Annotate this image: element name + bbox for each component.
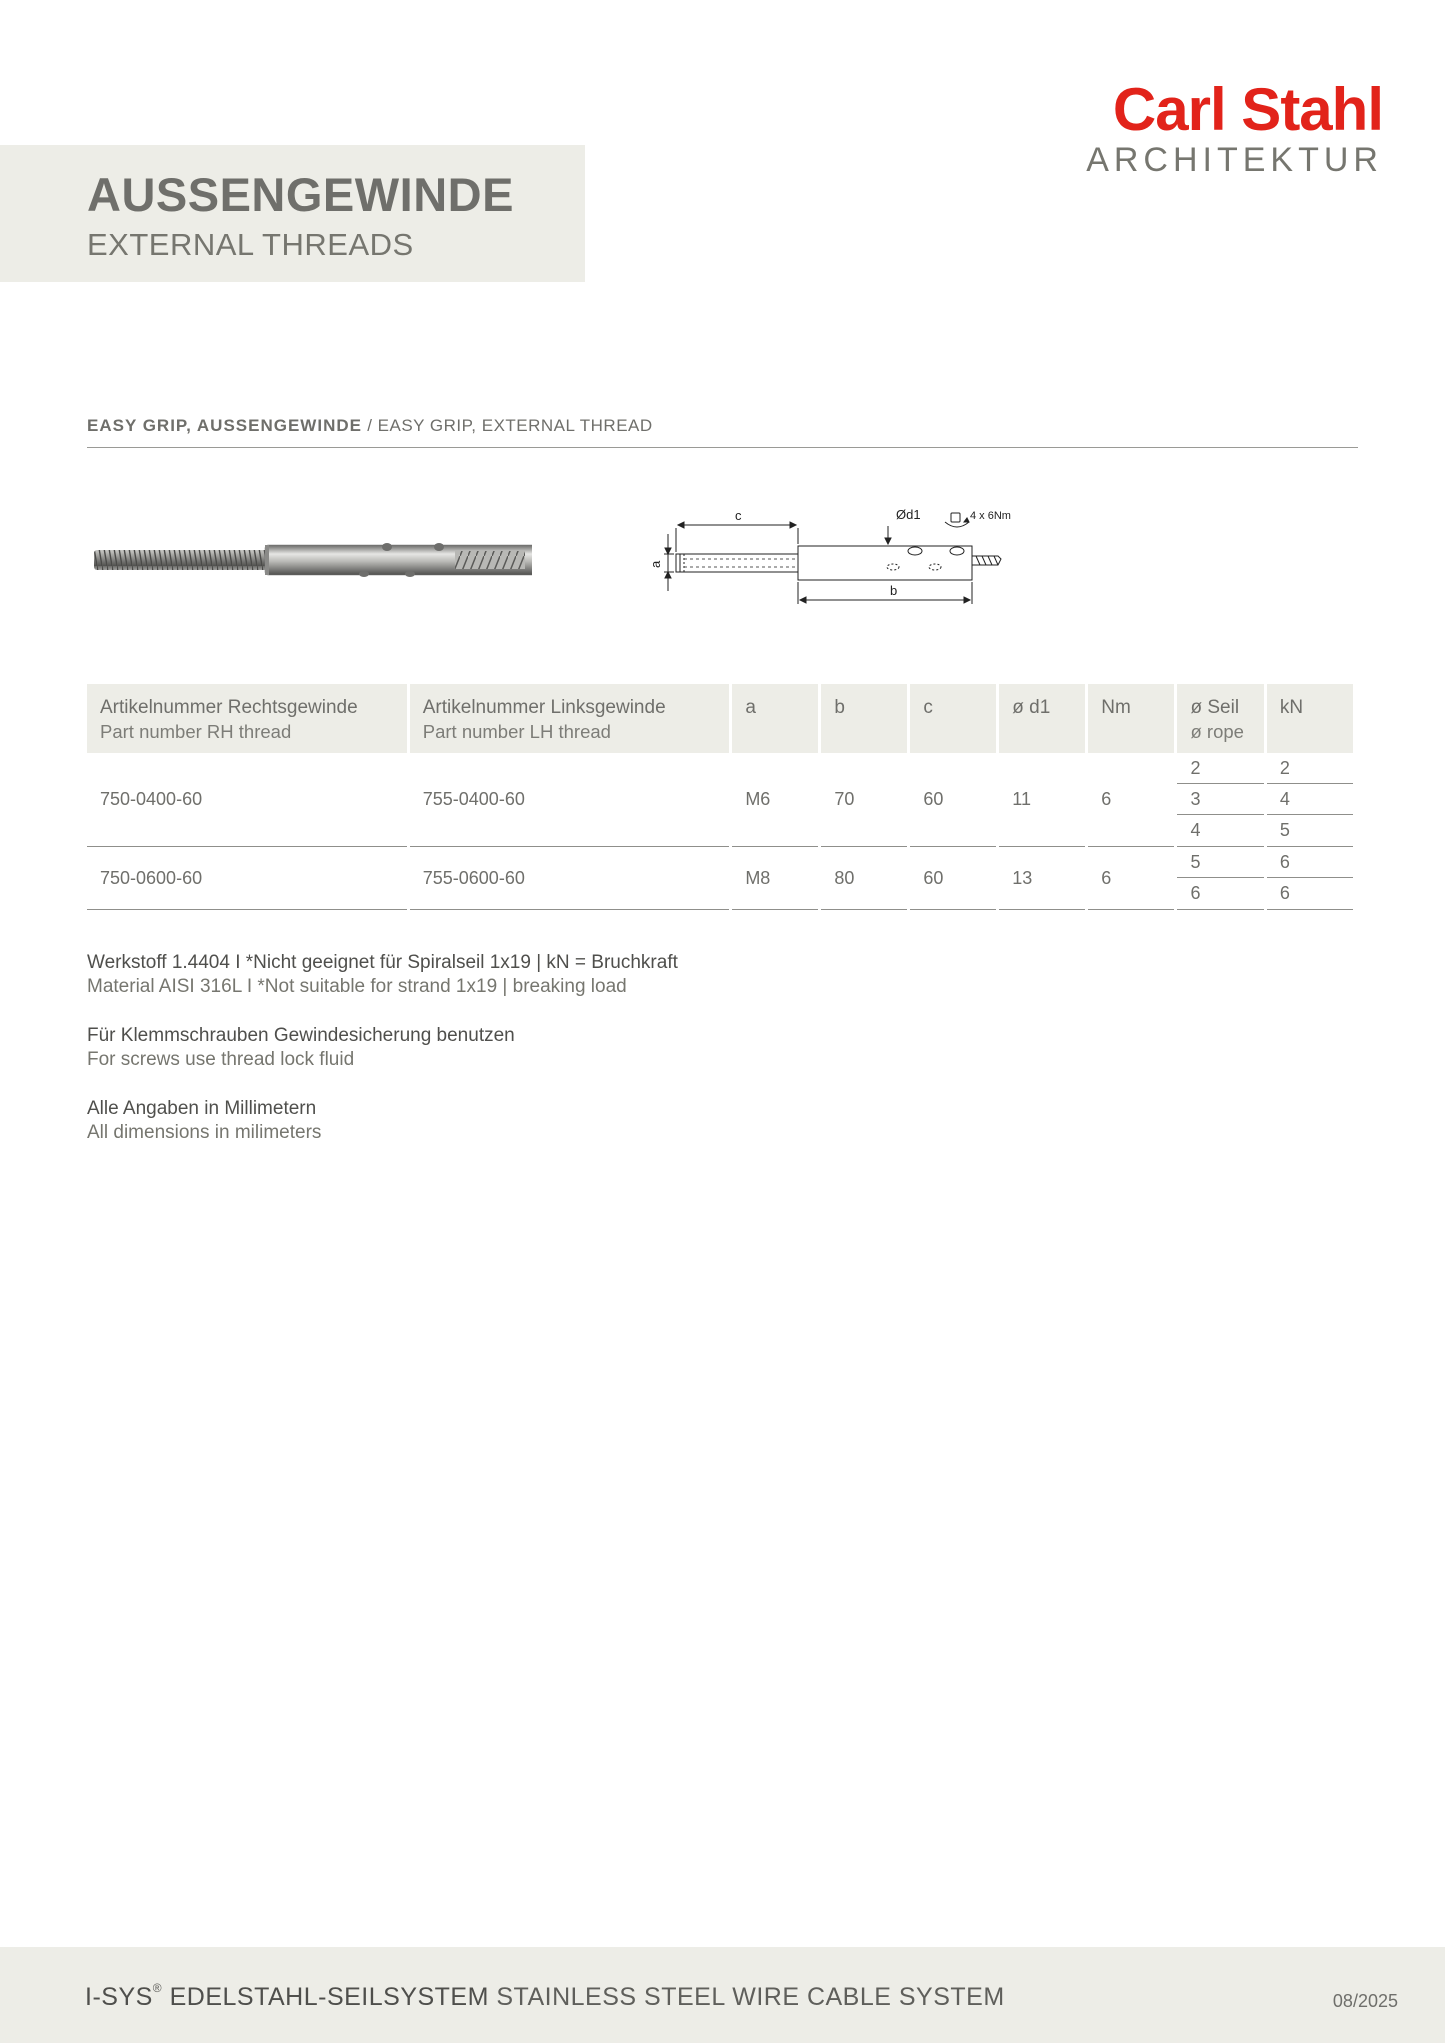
registered-mark: ® <box>152 1981 163 1995</box>
section-title-en: EASY GRIP, EXTERNAL THREAD <box>377 416 653 435</box>
section-heading <box>87 416 1358 436</box>
cell-d1: 13 <box>999 847 1085 910</box>
cell-lh: 755-0400-60 <box>410 753 730 847</box>
cell-rope: 3 <box>1177 784 1263 815</box>
note-threadlock <box>87 1023 678 1072</box>
cell-rh: 750-0400-60 <box>87 753 407 847</box>
page-subtitle: EXTERNAL THREADS <box>87 227 414 262</box>
header-lh: Artikelnummer Linksgewinde Part number LH thread <box>410 684 730 753</box>
brand-name: Carl Stahl <box>1112 76 1383 143</box>
note-de: Werkstoff 1.4404 I *Nicht geeignet für Spiralseil 1x19 | kN = Bruchkraft <box>87 952 678 973</box>
product-photo <box>92 536 532 588</box>
header-b: b <box>821 684 907 753</box>
dim-c-label: c <box>735 508 742 523</box>
header-rope: ø Seil ø rope <box>1177 684 1263 753</box>
note-en: For screws use thread lock fluid <box>87 1049 355 1070</box>
note-material <box>87 950 678 999</box>
cell-rope: 5 <box>1177 847 1263 878</box>
brand-logo <box>1086 76 1383 179</box>
cell-kn-group <box>1267 847 1353 910</box>
note-de: Für Klemmschrauben Gewindesicherung benutzen <box>87 1025 515 1046</box>
cell-kn-group <box>1267 753 1353 847</box>
note-de: Alle Angaben in Millimetern <box>87 1098 317 1119</box>
cell-kn: 5 <box>1279 820 1290 840</box>
title-block <box>0 145 585 282</box>
header-d1: ø d1 <box>999 684 1085 753</box>
header-nm: Nm <box>1088 684 1174 753</box>
cell-nm: 6 <box>1088 847 1174 910</box>
note-units <box>87 1096 678 1145</box>
cell-nm: 6 <box>1088 753 1174 847</box>
footer-brand: I-SYS <box>85 1983 153 2011</box>
notes <box>87 950 678 1169</box>
torque-label: 4 x 6Nm <box>970 510 1011 522</box>
cell-b: 80 <box>821 847 907 910</box>
cell-rope: 6 <box>1190 883 1201 903</box>
footer-title-en: STAINLESS STEEL WIRE CABLE SYSTEM <box>488 1983 1005 2011</box>
brand-division: ARCHITEKTUR <box>1086 141 1383 179</box>
cell-a: M8 <box>732 847 818 910</box>
cell-kn: 6 <box>1267 847 1353 878</box>
header-rh: Artikelnummer Rechtsgewinde Part number RH thread <box>87 684 407 753</box>
cell-rope-group <box>1177 847 1263 910</box>
table-row <box>87 847 1353 910</box>
technical-drawing <box>638 500 1018 615</box>
dim-a-label: a <box>648 560 663 568</box>
page-title: AUSSENGEWINDE <box>87 168 514 221</box>
cell-a: M6 <box>732 753 818 847</box>
header-a: a <box>732 684 818 753</box>
section-title-de: EASY GRIP, AUSSENGEWINDE <box>87 416 362 435</box>
section-divider <box>87 447 1358 448</box>
spec-table <box>84 684 1356 910</box>
table-row <box>87 753 1353 847</box>
dim-d1-label: Ød1 <box>896 507 921 522</box>
table-header-row <box>87 684 1353 753</box>
cell-rope: 2 <box>1177 753 1263 784</box>
dim-b-label: b <box>890 583 898 598</box>
cell-c: 60 <box>910 753 996 847</box>
cell-kn: 6 <box>1279 883 1290 903</box>
section-separator: / <box>361 416 378 435</box>
page-footer <box>0 1947 1445 2043</box>
footer-title-de: EDELSTAHL-SEILSYSTEM <box>162 1983 489 2011</box>
cell-rope-group <box>1177 753 1263 847</box>
note-en: All dimensions in milimeters <box>87 1122 322 1143</box>
note-en: Material AISI 316L I *Not suitable for strand 1x19 | breaking load <box>87 976 627 997</box>
cell-kn: 4 <box>1267 784 1353 815</box>
cell-kn: 2 <box>1267 753 1353 784</box>
footer-date: 08/2025 <box>1332 1991 1398 2011</box>
cell-c: 60 <box>910 847 996 910</box>
cell-rh: 750-0600-60 <box>87 847 407 910</box>
cell-d1: 11 <box>999 753 1085 847</box>
cell-lh: 755-0600-60 <box>410 847 730 910</box>
cell-b: 70 <box>821 753 907 847</box>
header-c: c <box>910 684 996 753</box>
header-kn: kN <box>1267 684 1353 753</box>
cell-rope: 4 <box>1190 820 1201 840</box>
footer-title <box>85 1983 1005 2012</box>
